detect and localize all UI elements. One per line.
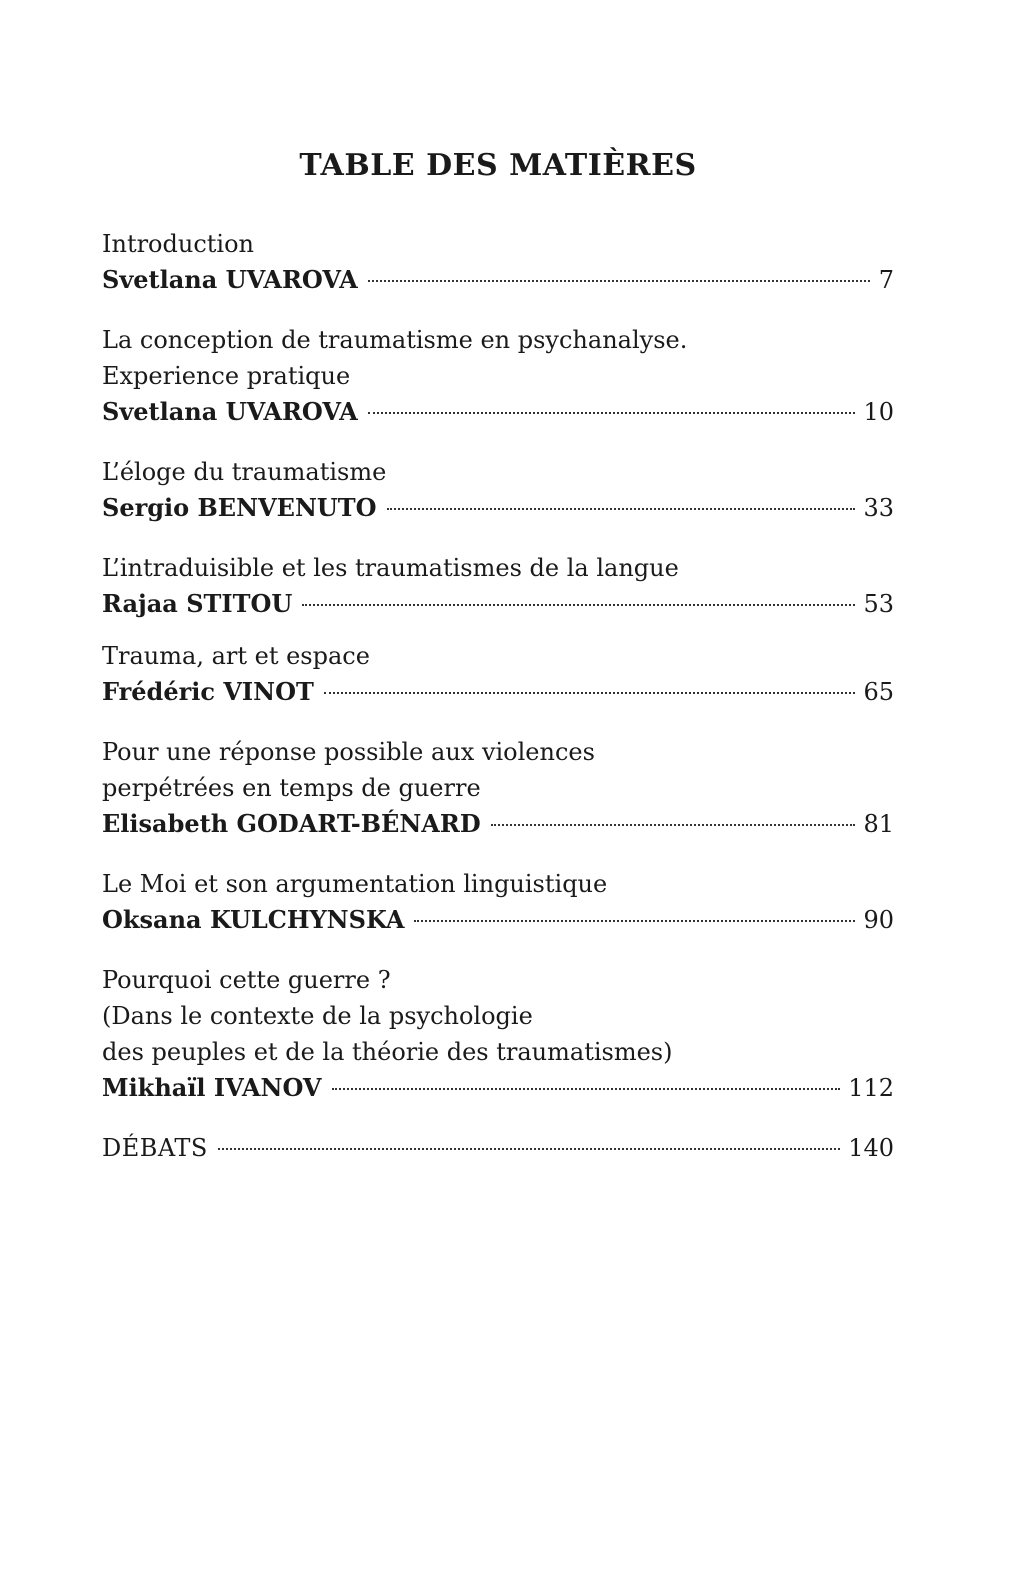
page-number: 7 — [878, 266, 894, 294]
entry-title-line: L’éloge du traumatisme — [102, 458, 387, 486]
toc-entry-introduction — [102, 226, 894, 298]
page-number: 33 — [863, 494, 894, 522]
toc-entry-pourquoi-guerre — [102, 962, 894, 1106]
dot-leader — [302, 604, 855, 606]
entry-title-line: Pour une réponse possible aux violences — [102, 738, 595, 766]
toc-entry-reponse-violences — [102, 734, 894, 842]
author-line — [102, 586, 894, 622]
page-number: 140 — [848, 1134, 894, 1162]
author-line — [102, 490, 894, 526]
author-name: Oksana KULCHYNSKA — [102, 905, 405, 934]
toc-entry-conception-traumatisme — [102, 322, 894, 430]
toc-entry-debats — [102, 1130, 894, 1166]
dot-leader — [368, 280, 870, 282]
entry-title-line: des peuples et de la théorie des traumatismes) — [102, 1038, 673, 1066]
toc-entry-eloge-traumatisme — [102, 454, 894, 526]
toc-entry-trauma-art-espace — [102, 638, 894, 710]
debats-label: DÉBATS — [102, 1134, 208, 1162]
entry-title-line: Trauma, art et espace — [102, 642, 370, 670]
author-name: Sergio BENVENUTO — [102, 493, 377, 522]
dot-leader — [324, 692, 856, 694]
entry-title-line: Le Moi et son argumentation linguistique — [102, 870, 608, 898]
entry-title-line: Experience pratique — [102, 362, 351, 390]
page-number: 90 — [863, 906, 894, 934]
toc-entry-moi-argumentation — [102, 866, 894, 938]
author-line — [102, 1070, 894, 1106]
entry-title-line: perpétrées en temps de guerre — [102, 774, 481, 802]
entry-title-line: (Dans le contexte de la psychologie — [102, 1002, 533, 1030]
author-line — [102, 674, 894, 710]
dot-leader — [332, 1088, 841, 1090]
page-number: 65 — [863, 678, 894, 706]
page-number: 53 — [863, 590, 894, 618]
dot-leader — [387, 508, 856, 510]
entry-title-line: Pourquoi cette guerre ? — [102, 966, 391, 994]
author-line — [102, 394, 894, 430]
page-title: TABLE DES MATIÈRES — [299, 148, 697, 183]
author-line — [102, 262, 894, 298]
page-number: 81 — [863, 810, 894, 838]
entry-title-line: La conception de traumatisme en psychanalyse. — [102, 326, 688, 354]
toc-entry-intraduisible — [102, 550, 894, 622]
dot-leader — [218, 1148, 840, 1150]
debats-line — [102, 1130, 894, 1166]
page-number: 112 — [848, 1074, 894, 1102]
author-line — [102, 902, 894, 938]
entry-title-line: L’intraduisible et les traumatismes de la langue — [102, 554, 679, 582]
page-number: 10 — [863, 398, 894, 426]
author-name: Elisabeth GODART-BÉNARD — [102, 809, 481, 838]
author-name: Rajaa STITOU — [102, 589, 293, 618]
author-name: Svetlana UVAROVA — [102, 397, 358, 426]
dot-leader — [414, 920, 855, 922]
table-of-contents — [102, 140, 894, 1166]
author-name: Svetlana UVAROVA — [102, 265, 358, 294]
dot-leader — [368, 412, 856, 414]
author-line — [102, 806, 894, 842]
author-name: Frédéric VINOT — [102, 677, 314, 706]
entry-title-line: Introduction — [102, 230, 254, 258]
author-name: Mikhaïl IVANOV — [102, 1073, 322, 1102]
dot-leader — [491, 824, 856, 826]
